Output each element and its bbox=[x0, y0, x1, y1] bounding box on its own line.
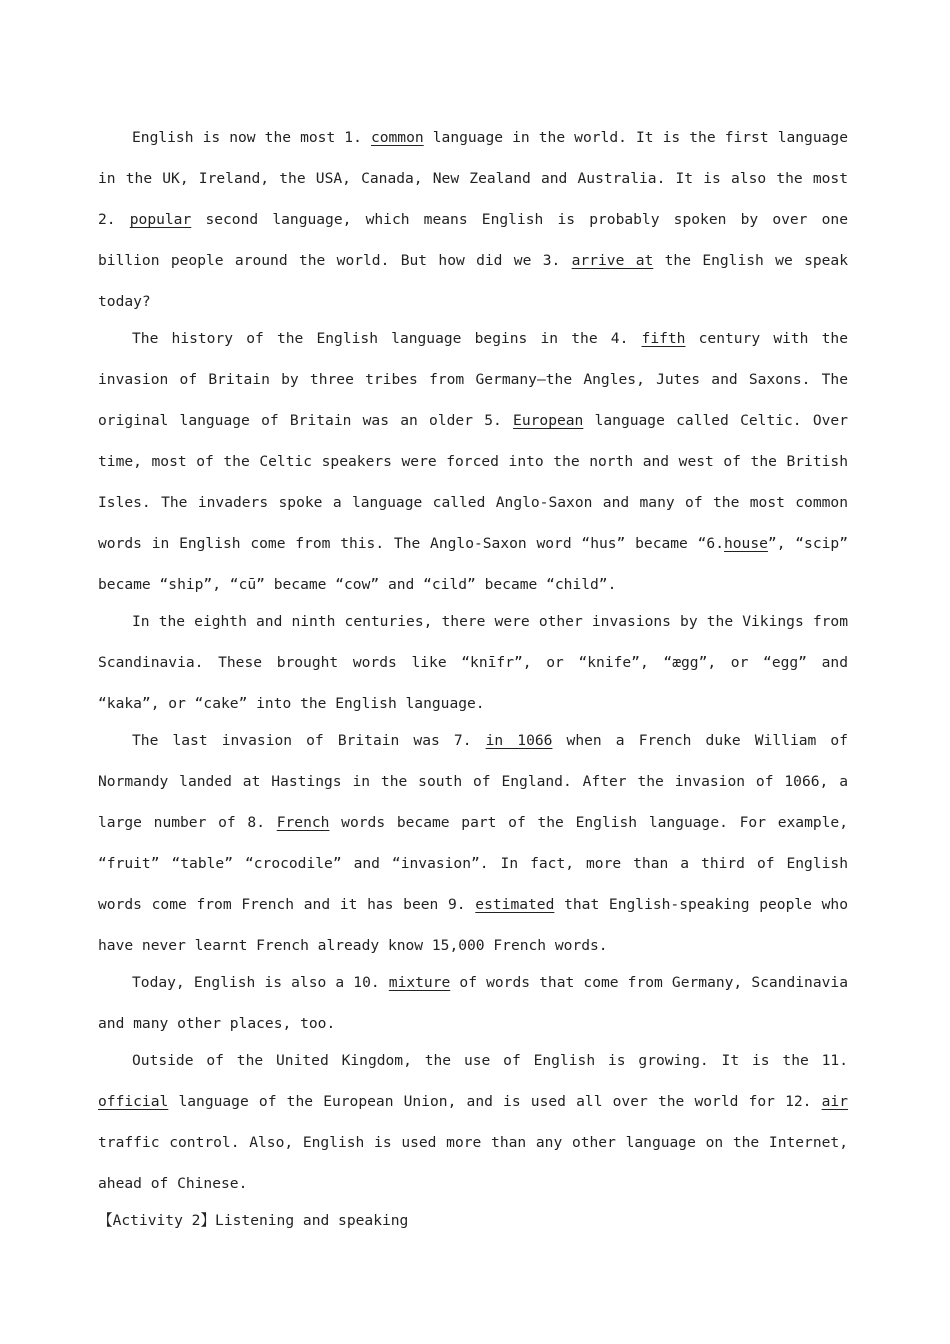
answer-blank: arrive at bbox=[571, 252, 654, 269]
answer-blank: common bbox=[370, 129, 424, 146]
passage-text: In the eighth and ninth centuries, there were other invasions by the Vikings from Scandinavia. These brought words like “knīfr”, or “knife”, “ægg”, or “egg” and “kaka”, or “cake” into the English language. bbox=[98, 613, 848, 712]
answer-blank: European bbox=[513, 412, 584, 429]
passage-text: language in the world. It is the first language in the UK, Ireland, the USA, Canada, New Zealand and Australia. It is also the most 2. bbox=[98, 129, 848, 228]
passage-text: The last invasion of Britain was 7. bbox=[132, 732, 486, 749]
paragraph bbox=[98, 117, 848, 322]
passage-text: of words that come from Germany, Scandinavia and many other places, too. bbox=[98, 974, 848, 1032]
answer-blank: French bbox=[276, 814, 330, 831]
answer-blank: in 1066 bbox=[485, 732, 553, 749]
paragraph bbox=[98, 962, 848, 1044]
passage-text: the English we speak today? bbox=[98, 252, 849, 310]
answer-blank: mixture bbox=[388, 974, 451, 991]
passage-text: words became part of the English language. For example, “fruit” “table” “crocodile” and “invasion”. In fact, more than a third of English words come from French and it has been 9. bbox=[98, 814, 849, 913]
passage-text: ”, “scip” became “ship”, “cū” became “cow” and “cild” became “child”. bbox=[98, 535, 848, 593]
passage-text: second language, which means English is probably spoken by over one billion people around the world. But how did we 3. bbox=[98, 211, 848, 269]
passage-text: language called Celtic. Over time, most of the Celtic speakers were forced into the north and west of the British Isles. The invaders spoke a language called Anglo-Saxon and many of the most common words in English come from this. The Anglo-Saxon word “hus” became “6. bbox=[98, 412, 848, 552]
answer-blank: air bbox=[821, 1093, 848, 1110]
paragraph bbox=[98, 318, 848, 605]
answer-blank: popular bbox=[129, 211, 192, 228]
answer-blank: house bbox=[723, 535, 768, 552]
paragraph bbox=[98, 720, 848, 966]
passage-text: language of the European Union, and is used all over the world for 12. bbox=[168, 1093, 822, 1110]
passage-text: English is now the most 1. bbox=[132, 129, 371, 146]
passage-text: The history of the English language begins in the 4. bbox=[132, 330, 642, 347]
section-heading: 【Activity 2】Listening and speaking bbox=[98, 1212, 409, 1229]
passage-text: when a French duke William of Normandy landed at Hastings in the south of England. After the invasion of 1066, a large number of 8. bbox=[98, 732, 848, 831]
document-body bbox=[98, 117, 848, 1237]
passage-text: that English-speaking people who have never learnt French already know 15,000 French words. bbox=[98, 896, 848, 954]
answer-blank: estimated bbox=[475, 896, 555, 913]
answer-blank: fifth bbox=[641, 330, 686, 347]
passage-text: traffic control. Also, English is used more than any other language on the Internet, ahead of Chinese. bbox=[98, 1134, 848, 1192]
paragraph bbox=[98, 1040, 848, 1204]
passage-text: Today, English is also a 10. bbox=[132, 974, 389, 991]
passage-text: century with the invasion of Britain by three tribes from Germany—the Angles, Jutes and Saxons. The original language of Britain was an older 5. bbox=[98, 330, 848, 429]
answer-blank: official bbox=[98, 1093, 169, 1110]
passage-text: Outside of the United Kingdom, the use of English is growing. It is the 11. bbox=[132, 1052, 848, 1069]
passage bbox=[98, 117, 848, 1204]
paragraph bbox=[98, 601, 848, 724]
